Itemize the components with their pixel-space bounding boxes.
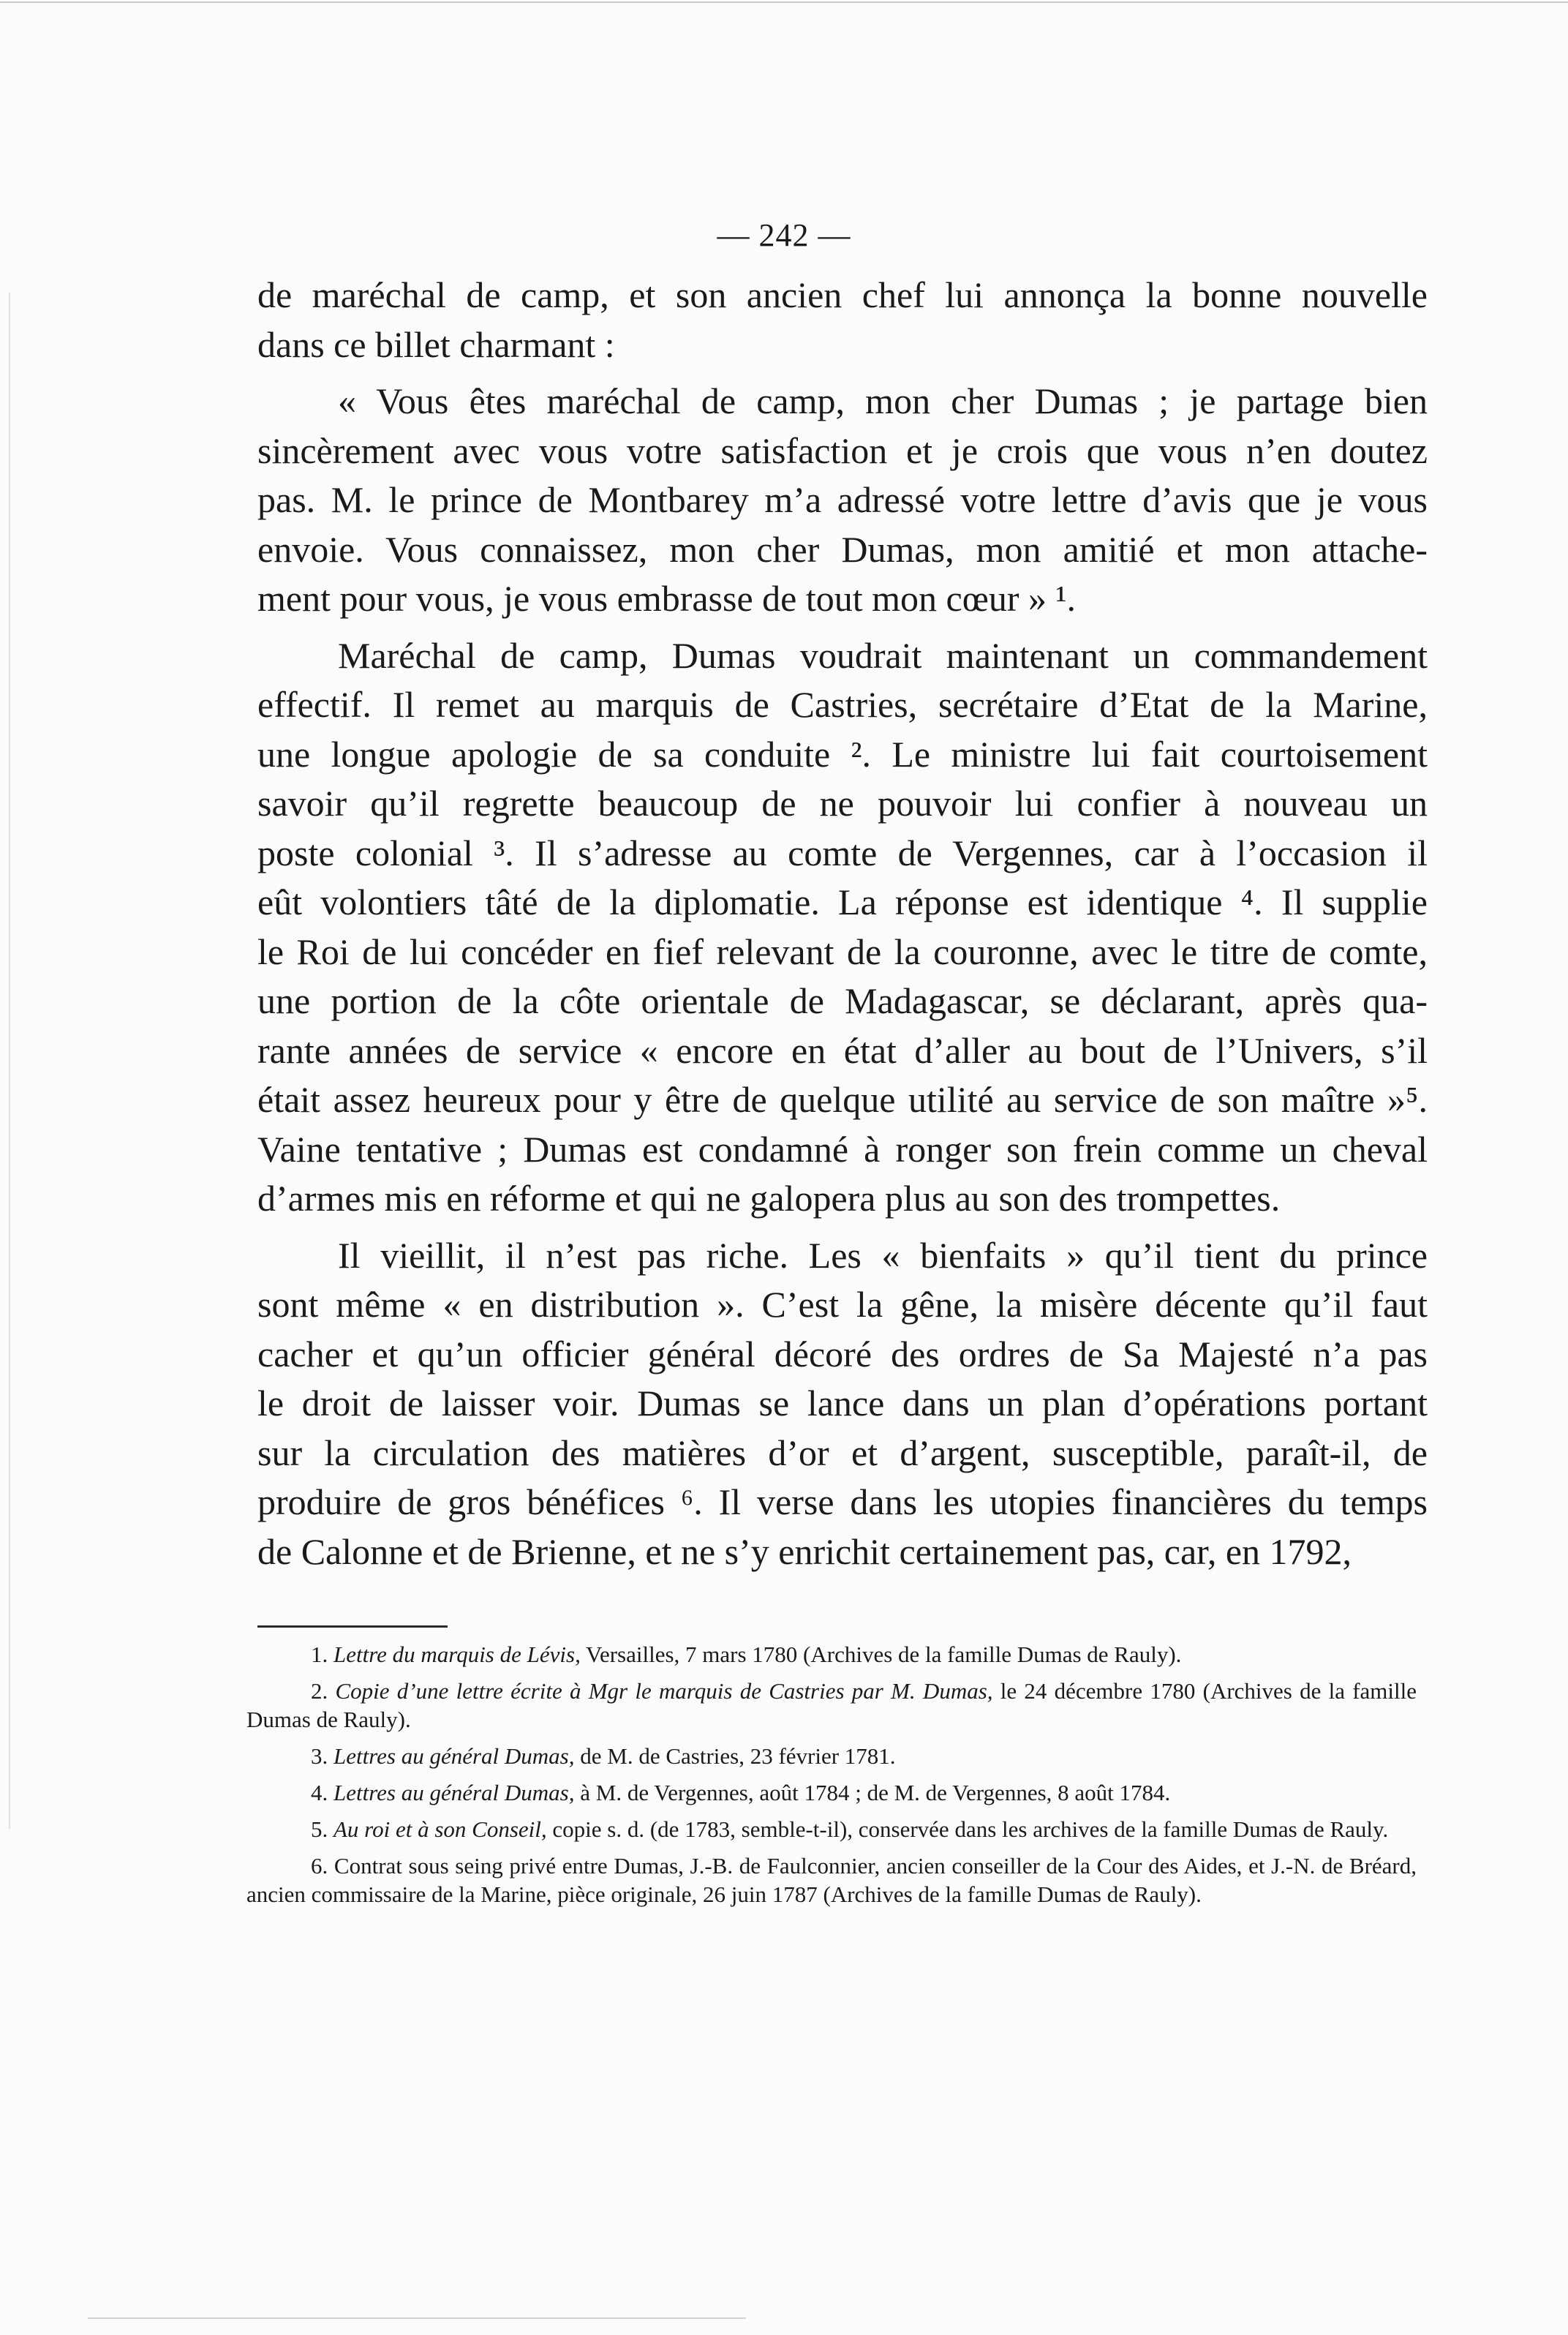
text-line: Maréchal de camp, Dumas voudrait maintenant un commandement [338, 634, 1428, 676]
footnote-number: 6. [311, 1853, 334, 1879]
text-line: d’armes mis en réforme et qui ne galopera plus au son des trompettes. [257, 1178, 1281, 1219]
footnote-title: Copie d’une lettre écrite à Mgr le marquis de Castries par M. Dumas, [335, 1678, 993, 1704]
footnote [246, 1778, 1417, 1807]
footnote-separator [257, 1625, 448, 1628]
footnote-number: 4. [311, 1780, 333, 1805]
footnote-text: copie s. d. (de 1783, semble-t-il), conservée dans les archives de la famille Dumas de Rauly. [546, 1816, 1389, 1842]
footnote-title: Lettres au général Dumas, [333, 1743, 575, 1769]
body-text [257, 271, 1428, 1576]
text-line: cacher et qu’un officier général décoré des ordres de Sa Majesté n’a pas [257, 1333, 1428, 1375]
footnote [246, 1742, 1417, 1770]
text-line: dans ce billet charmant : [257, 323, 615, 365]
text-line: Vaine tentative ; Dumas est condamné à ronger son frein comme un cheval [257, 1128, 1428, 1170]
footnote-number: 2. [311, 1678, 336, 1704]
page-number: — 242 — [717, 217, 851, 253]
footnote [246, 1640, 1417, 1669]
text-line: une longue apologie de sa conduite ². Le ministre lui fait courtoisement [257, 733, 1428, 775]
scan-edge-top [0, 1, 1568, 3]
text-line: ment pour vous, je vous embrasse de tout mon cœur » ¹. [257, 578, 1076, 619]
text-line: le Roi de lui concéder en fief relevant de la couronne, avec le titre de comte, [257, 930, 1428, 972]
footnote-title: Lettre du marquis de Lévis, [333, 1642, 581, 1667]
text-line: une portion de la côte orientale de Madagascar, se déclarant, après qua- [257, 980, 1428, 1021]
text-line: rante années de service « encore en état d’aller au bout de l’Univers, s’il [257, 1029, 1428, 1071]
text-line: sincèrement avec vous votre satisfaction et je crois que vous n’en doutez [257, 429, 1428, 471]
text-line: poste colonial ³. Il s’adresse au comte de Vergennes, car à l’occasion il [257, 832, 1428, 873]
footnote [246, 1851, 1417, 1909]
footnote-text: Versailles, 7 mars 1780 (Archives de la famille Dumas de Rauly). [580, 1642, 1182, 1667]
footnote-text: à M. de Vergennes, août 1784 ; de M. de Vergennes, 8 août 1784. [574, 1780, 1171, 1805]
text-line: sont même « en distribution ». C’est la gêne, la misère décente qu’il faut [257, 1284, 1428, 1325]
footnote-text: le 24 décembre 1780 (Archives de la famille Dumas de Rauly). [246, 1678, 1417, 1732]
text-line: pas. M. le prince de Montbarey m’a adressé votre lettre d’avis que je vous [257, 479, 1428, 520]
scan-edge-left [9, 293, 10, 1829]
text-line: envoie. Vous connaissez, mon cher Dumas, mon amitié et mon attache- [257, 528, 1428, 570]
footnote [246, 1815, 1417, 1843]
footnote-number: 5. [311, 1816, 333, 1842]
footnote-title: Au roi et à son Conseil, [333, 1816, 547, 1842]
text-line: savoir qu’il regrette beaucoup de ne pouvoir lui confier à nouveau un [257, 783, 1428, 824]
footnote-text: de M. de Castries, 23 février 1781. [574, 1743, 896, 1769]
text-line: Il vieillit, il n’est pas riche. Les « bienfaits » qu’il tient du prince [338, 1234, 1428, 1276]
text-line: de Calonne et de Brienne, et ne s’y enrichit certainement pas, car, en 1792, [257, 1530, 1352, 1572]
scan-edge-bottom [88, 2317, 746, 2319]
text-line: effectif. Il remet au marquis de Castries, secrétaire d’Etat de la Marine, [257, 684, 1428, 725]
text-line: « Vous êtes maréchal de camp, mon cher Dumas ; je partage bien [338, 380, 1428, 421]
text-line: le droit de laisser voir. Dumas se lance dans un plan d’opérations portant [257, 1383, 1428, 1424]
text-line: était assez heureux pour y être de quelque utilité au service de son maître »⁵. [257, 1079, 1428, 1120]
text-line: de maréchal de camp, et son ancien chef lui annonça la bonne nouvelle [257, 274, 1428, 315]
footnotes [246, 1640, 1417, 1917]
text-line: produire de gros bénéfices ⁶. Il verse dans les utopies financières du temps [257, 1481, 1428, 1522]
footnote-text: Contrat sous seing privé entre Dumas, J.-B. de Faulconnier, ancien conseiller de la Cour des Aides, et J.-N. de Bréard, ancien commissaire de la Marine, pièce originale, 26 juin 1787 (Archives de la famille Dumas de Rauly). [246, 1853, 1417, 1907]
footnote [246, 1677, 1417, 1734]
footnote-number: 3. [311, 1743, 333, 1769]
text-line: sur la circulation des matières d’or et d’argent, susceptible, paraît-il, de [257, 1432, 1428, 1473]
footnote-number: 1. [311, 1642, 333, 1667]
footnote-title: Lettres au général Dumas, [333, 1780, 575, 1805]
text-line: eût volontiers tâté de la diplomatie. La réponse est identique ⁴. Il supplie [257, 881, 1428, 922]
